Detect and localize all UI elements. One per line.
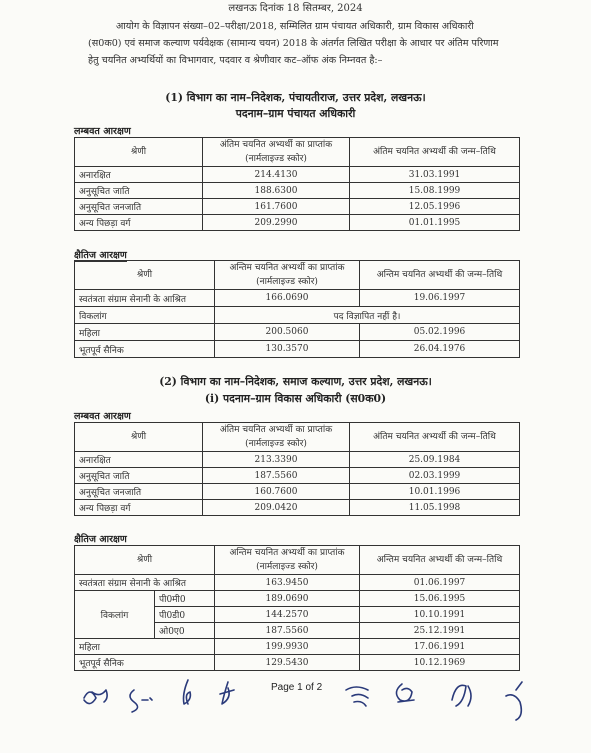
dob-cell: 31.03.1991 xyxy=(350,167,520,183)
category-cell: विकलांग xyxy=(75,307,215,324)
dob-cell: 25.12.1991 xyxy=(360,623,520,639)
category-cell: अन्य पिछड़ा वर्ग xyxy=(75,500,203,516)
section1-post: पदनाम–ग्राम पंचायत अधिकारी xyxy=(235,107,356,120)
category-cell: स्वतंत्रता संग्राम सेनानी के आश्रित xyxy=(75,575,215,591)
category-cell: महिला xyxy=(75,324,215,341)
signature-mark xyxy=(506,682,522,720)
page-number: Page 1 of 2 xyxy=(271,682,323,693)
section1-horizontal-table xyxy=(74,260,520,358)
section2-department: (2) विभाग का नाम–निदेशक, समाज कल्याण, उत्तर प्रदेश, लखनऊ। xyxy=(159,375,432,388)
table-row xyxy=(75,500,520,516)
section2-horizontal-label: क्षैतिज आरक्षण xyxy=(74,534,127,545)
score-cell: 188.6300 xyxy=(203,183,350,199)
category-cell: स्वतंत्रता संग्राम सेनानी के आश्रित xyxy=(75,290,215,307)
section1-vertical-table xyxy=(74,137,520,231)
table-row xyxy=(75,468,520,484)
score-cell: 187.5560 xyxy=(215,623,360,639)
table-header-row xyxy=(75,423,520,452)
table-row xyxy=(75,655,520,671)
column-header: श्रेणी xyxy=(75,546,215,575)
dob-cell: 02.03.1999 xyxy=(350,468,520,484)
score-cell: 213.3390 xyxy=(203,452,350,468)
score-cell: 214.4130 xyxy=(203,167,350,183)
intro-line: आयोग के विज्ञापन संख्या–02–परीक्षा/2018, सम्मिलित ग्राम पंचायत अधिकारी, ग्राम विकास अधिकारी xyxy=(116,21,474,32)
category-cell: अनुसूचित जनजाति xyxy=(75,199,203,215)
table-row xyxy=(75,452,520,468)
column-header: अंतिम चयनित अभ्यर्थी का प्राप्तांक (नार्मलाइज्ड स्कोर) xyxy=(203,423,350,452)
dob-cell: 15.08.1999 xyxy=(350,183,520,199)
dob-cell: 26.04.1976 xyxy=(360,341,520,358)
table-row xyxy=(75,484,520,500)
score-cell: 200.5060 xyxy=(215,324,360,341)
column-header: अंतिम चयनित अभ्यर्थी की जन्म–तिथि xyxy=(350,423,520,452)
table-row xyxy=(75,591,520,607)
subcategory-cell: पी0मी0 xyxy=(155,591,215,607)
column-header: श्रेणी xyxy=(75,423,203,452)
dob-cell: 10.12.1969 xyxy=(360,655,520,671)
category-cell: अनारक्षित xyxy=(75,452,203,468)
table-header-row xyxy=(75,138,520,167)
not-advertised-note: पद विज्ञापित नहीं है। xyxy=(215,307,520,324)
score-cell: 209.2990 xyxy=(203,215,350,231)
dob-cell: 01.06.1997 xyxy=(360,575,520,591)
column-header: अन्तिम चयनित अभ्यर्थी का प्राप्तांक (नार्मलाइज्ड स्कोर) xyxy=(215,546,360,575)
category-cell: भूतपूर्व सैनिक xyxy=(75,341,215,358)
category-cell: महिला xyxy=(75,639,215,655)
table-row xyxy=(75,290,520,307)
dob-cell: 12.05.1996 xyxy=(350,199,520,215)
column-header: श्रेणी xyxy=(75,261,215,290)
dob-cell: 01.01.1995 xyxy=(350,215,520,231)
score-cell: 161.7600 xyxy=(203,199,350,215)
dob-cell: 17.06.1991 xyxy=(360,639,520,655)
signature-mark xyxy=(184,680,191,704)
signature-mark xyxy=(396,684,414,702)
table-row xyxy=(75,639,520,655)
table-row xyxy=(75,324,520,341)
score-cell: 163.9450 xyxy=(215,575,360,591)
dob-cell: 25.09.1984 xyxy=(350,452,520,468)
category-cell: भूतपूर्व सैनिक xyxy=(75,655,215,671)
section2-post: (i) पदनाम–ग्राम विकास अधिकारी (स0क0) xyxy=(204,392,387,405)
dob-cell: 10.01.1996 xyxy=(350,484,520,500)
category-cell: अनुसूचित जनजाति xyxy=(75,484,203,500)
column-header: अंतिम चयनित अभ्यर्थी की जन्म–तिथि xyxy=(350,138,520,167)
table-header-row xyxy=(75,261,520,290)
table-row xyxy=(75,215,520,231)
subcategory-cell: पी0डी0 xyxy=(155,607,215,623)
table-row xyxy=(75,183,520,199)
dob-cell: 10.10.1991 xyxy=(360,607,520,623)
section2-vertical-table xyxy=(74,422,520,516)
table-row xyxy=(75,575,520,591)
section1-vertical-label: लम्बवत आरक्षण xyxy=(74,126,131,137)
score-cell: 160.7600 xyxy=(203,484,350,500)
score-cell: 129.5430 xyxy=(215,655,360,671)
column-header: अन्तिम चयनित अभ्यर्थी का प्राप्तांक (नार्मलाइज्ड स्कोर) xyxy=(215,261,360,290)
header-date-line: लखनऊ दिनांक 18 सितम्बर, 2024 xyxy=(228,3,363,14)
table-row xyxy=(75,199,520,215)
table-row xyxy=(75,307,520,324)
signature-mark xyxy=(346,687,368,706)
signature-mark xyxy=(130,690,152,712)
category-cell: अनुसूचित जाति xyxy=(75,468,203,484)
signature-mark xyxy=(452,685,471,706)
category-cell: विकलांग xyxy=(75,591,155,639)
intro-paragraph xyxy=(88,18,533,69)
column-header: अंतिम चयनित अभ्यर्थी का प्राप्तांक (नार्मलाइज्ड स्कोर) xyxy=(203,138,350,167)
signature-mark xyxy=(220,682,234,704)
intro-line: हेतु चयनित अभ्यर्थियों का विभागवार, पदवार व श्रेणीवार कट–ऑफ अंक निम्नवत है:– xyxy=(88,55,383,66)
intro-line: (स0क0) एवं समाज कल्याण पर्यवेक्षक (सामान्य चयन) 2018 के अंतर्गत लिखित परीक्षा के आधार पर अंतिम परिणाम xyxy=(88,38,499,49)
score-cell: 209.0420 xyxy=(203,500,350,516)
section2-horizontal-table xyxy=(74,545,520,671)
score-cell: 189.0690 xyxy=(215,591,360,607)
table-row xyxy=(75,167,520,183)
category-cell: अनारक्षित xyxy=(75,167,203,183)
dob-cell: 19.06.1997 xyxy=(360,290,520,307)
dob-cell: 05.02.1996 xyxy=(360,324,520,341)
category-cell: अनुसूचित जाति xyxy=(75,183,203,199)
table-header-row xyxy=(75,546,520,575)
score-cell: 144.2570 xyxy=(215,607,360,623)
section2-vertical-label: लम्बवत आरक्षण xyxy=(74,411,131,422)
column-header: श्रेणी xyxy=(75,138,203,167)
subcategory-cell: ओ0ए0 xyxy=(155,623,215,639)
signatures-row xyxy=(0,670,591,730)
dob-cell: 11.05.1998 xyxy=(350,500,520,516)
score-cell: 130.3570 xyxy=(215,341,360,358)
column-header: अन्तिम चयनित अभ्यर्थी की जन्म–तिथि xyxy=(360,546,520,575)
dob-cell: 15.06.1995 xyxy=(360,591,520,607)
section1-department: (1) विभाग का नाम–निदेशक, पंचायतीराज, उत्तर प्रदेश, लखनऊ। xyxy=(165,91,426,104)
column-header: अन्तिम चयनित अभ्यर्थी की जन्म–तिथि xyxy=(360,261,520,290)
signature-mark xyxy=(84,690,107,704)
score-cell: 199.9930 xyxy=(215,639,360,655)
category-cell: अन्य पिछड़ा वर्ग xyxy=(75,215,203,231)
table-row xyxy=(75,341,520,358)
section1-horizontal-label: क्षैतिज आरक्षण xyxy=(74,250,127,261)
score-cell: 166.0690 xyxy=(215,290,360,307)
score-cell: 187.5560 xyxy=(203,468,350,484)
